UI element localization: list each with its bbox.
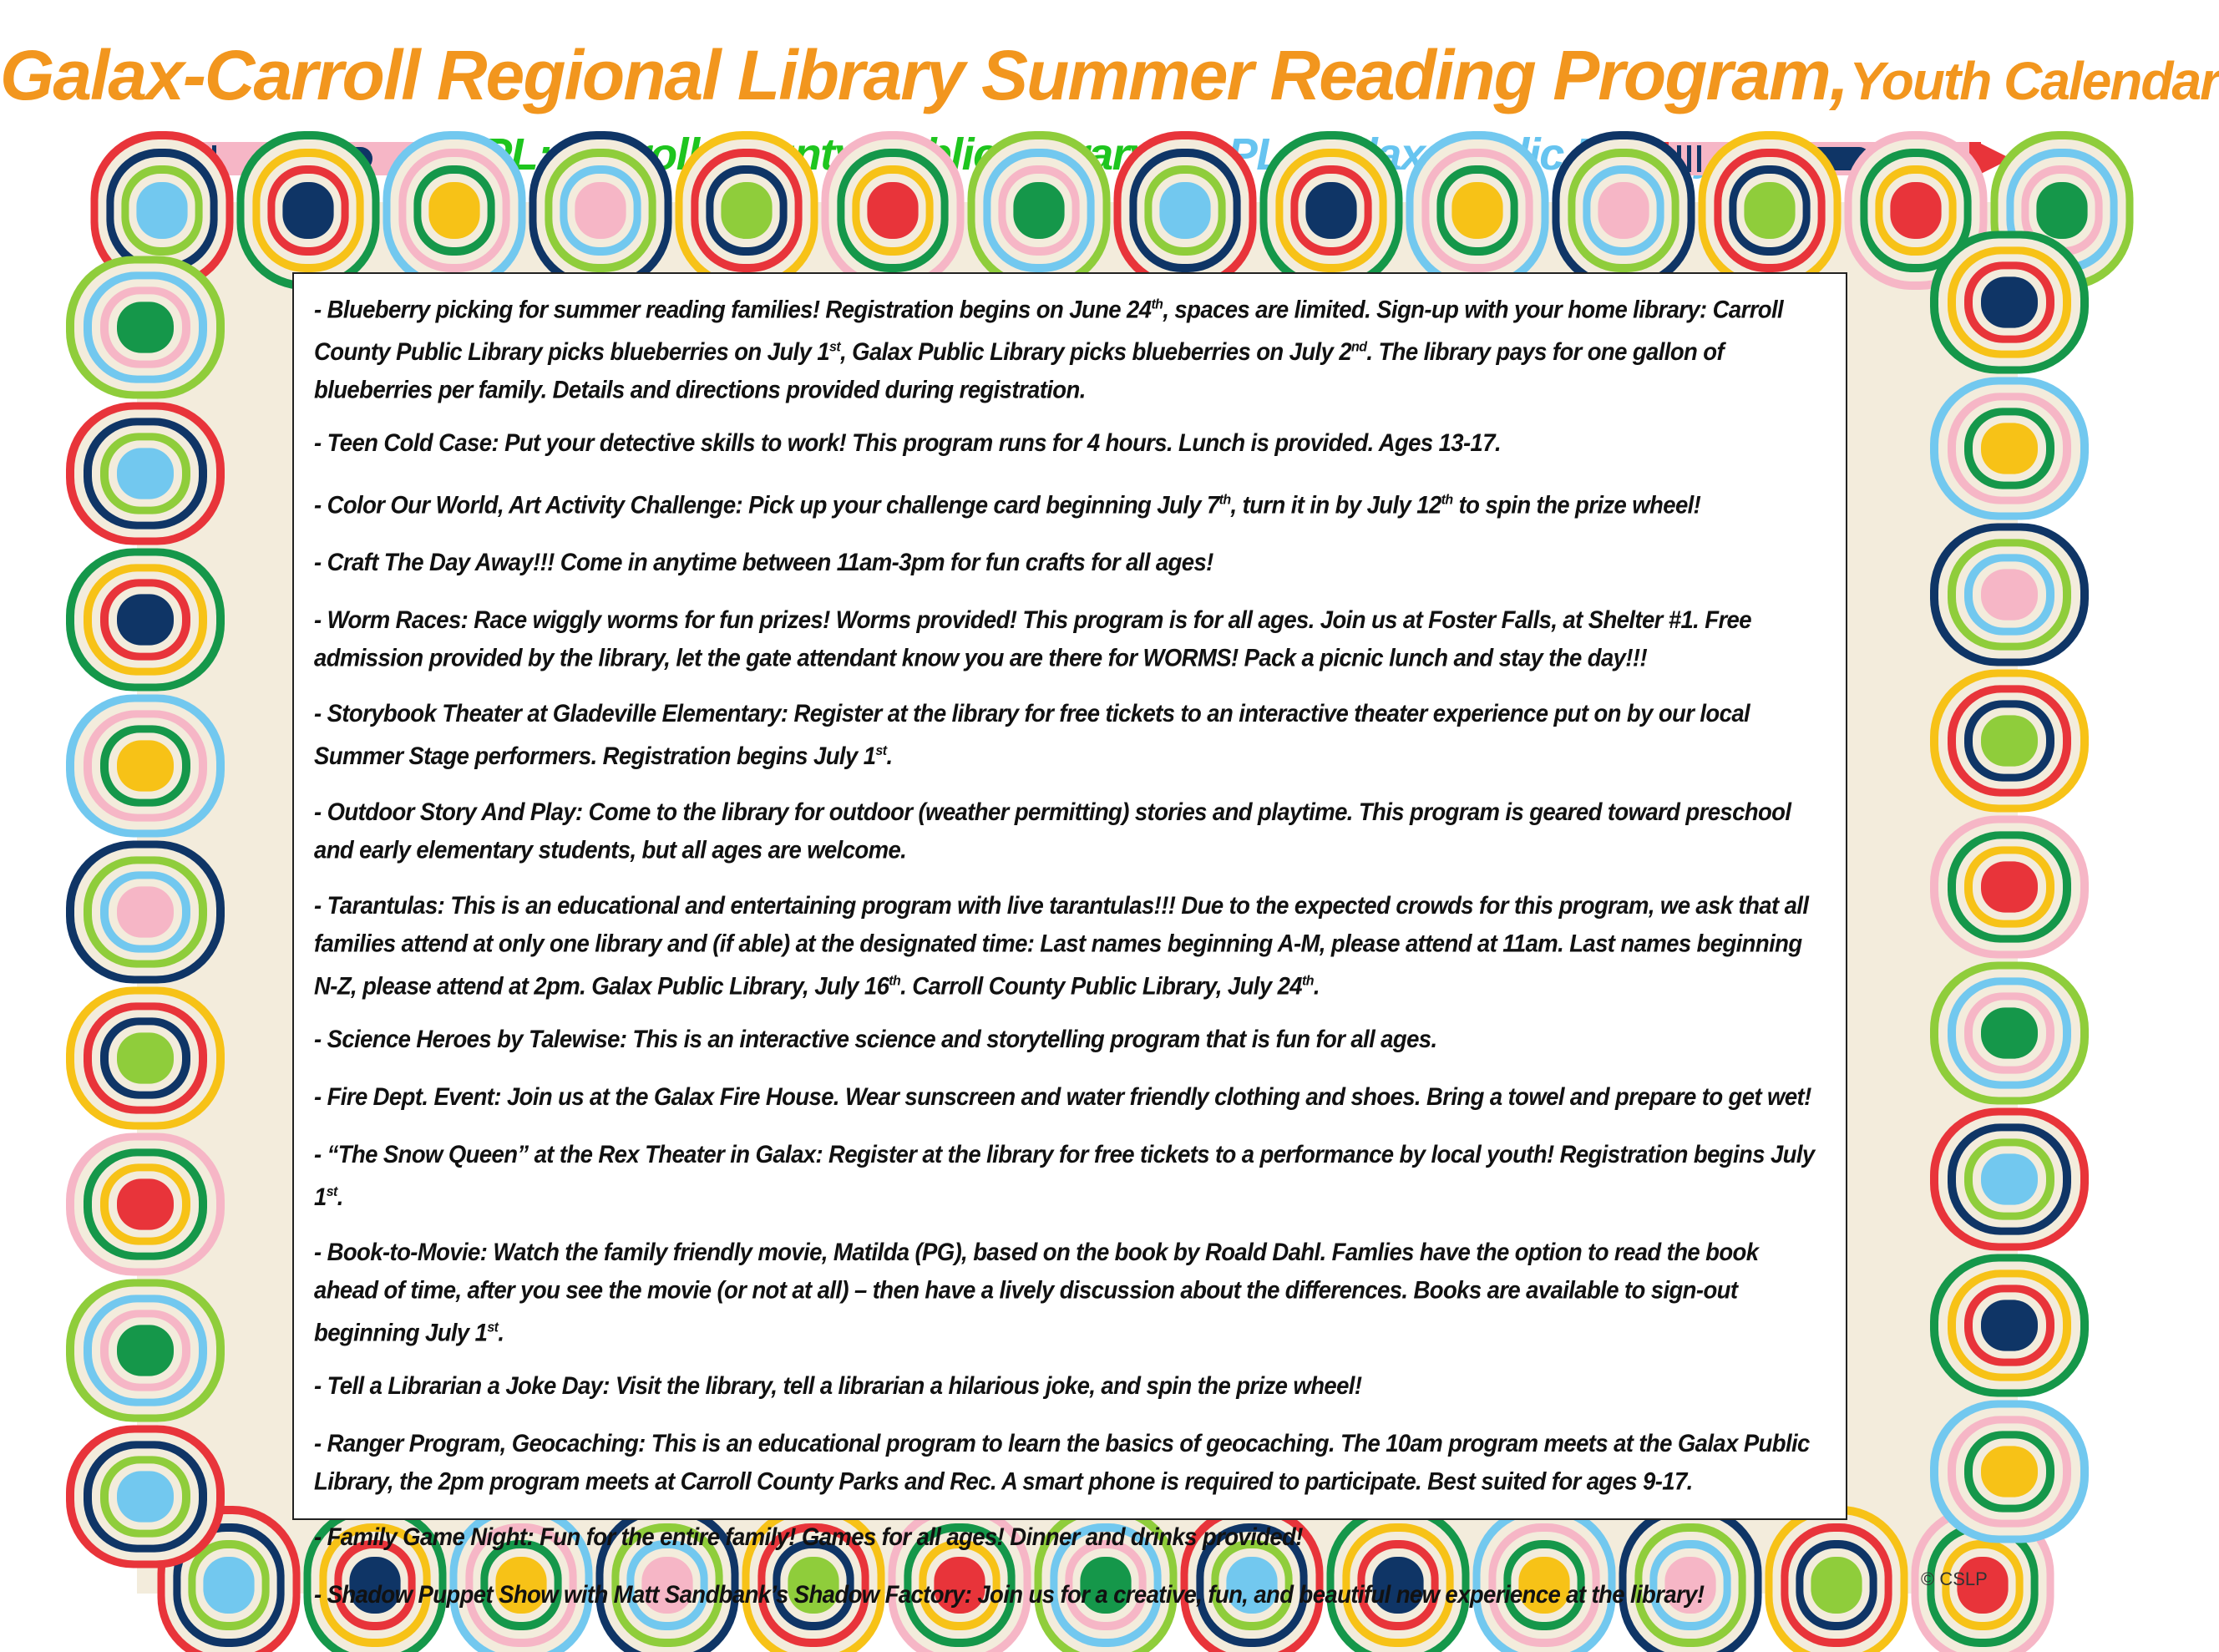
program-item: - Tell a Librarian a Joke Day: Visit the library, tell a librarian a hilarious joke, and spin the prize wheel! [314, 1371, 1362, 1400]
program-item: - Craft The Day Away!!! Come in anytime between 11am-3pm for fun crafts for all ages! [314, 548, 1213, 576]
page-title [0, 35, 2219, 116]
program-item: - Worm Races: Race wiggly worms for fun prizes! Worms provided! This program is for all ages. Join us at Foster Falls, at Shelter #1. Free admission provided by the library, let the gate attendant know you are there for WORMS! Pack a picnic lunch and stay the day!!! [314, 606, 1751, 672]
program-item: - “The Snow Queen” at the Rex Theater in Galax: Register at the library for free tickets to a performance by local youth! Registration begins July 1st. [314, 1140, 1815, 1211]
title-main: Galax-Carroll Regional Library Summer Reading Program, [0, 36, 1847, 114]
program-item: - Ranger Program, Geocaching: This is an educational program to learn the basics of geocaching. The 10am program meets at the Galax Public Library, the 2pm program meets at Carroll County Parks and Rec. A smart phone is required to participate. Best suited for ages 9-17. [314, 1429, 1810, 1495]
copyright-credit: © CSLP [1921, 1568, 1988, 1589]
program-item: - Science Heroes by Talewise: This is an interactive science and storytelling program that is fun for all ages. [314, 1025, 1437, 1053]
program-item: - Family Game Night: Fun for the entire family! Games for all ages! Dinner and drinks provided! [314, 1523, 1303, 1551]
program-item: - Shadow Puppet Show with Matt Sandbank’s Shadow Factory: Join us for a creative, fun, and beautiful new experience at the library! [314, 1580, 1705, 1609]
program-item: - Color Our World, Art Activity Challenge: Pick up your challenge card beginning July 7th, turn it in by July 12th to spin the prize wheel! [314, 491, 1701, 519]
program-list [292, 272, 1847, 1609]
program-item: - Outdoor Story And Play: Come to the library for outdoor (weather permitting) stories and playtime. This program is geared toward preschool and early elementary students, but all ages are welcome. [314, 797, 1791, 864]
program-item: - Book-to-Movie: Watch the family friendly movie, Matilda (PG), based on the book by Roald Dahl. Famlies have the option to read the book ahead of time, after you see the movie (or not at all) – then have a lively discussion about the differences. Books are available to sign-out beginning July 1st. [314, 1238, 1759, 1346]
title-sub: Youth Calendar [1849, 51, 2219, 111]
program-item: - Storybook Theater at Gladeville Elementary: Register at the library for free tickets to an interactive theater experience put on by our local Summer Stage performers. Registration begins July 1st. [314, 699, 1750, 770]
gpl-label: GPL: [1193, 129, 1297, 180]
program-item: - Fire Dept. Event: Join us at the Galax Fire House. Wear sunscreen and water friendly clothing and shoes. Bring a towel and prepare to get wet! [314, 1082, 1811, 1111]
program-item: - Tarantulas: This is an educational and entertaining program with live tarantulas!!! Due to the expected crowds for this program, we ask that all families attend at only one library and (if able) at the designated time: Last names beginning A-M, please attend at 11am. Last names beginning N-Z, please attend at 2pm. Galax Public Library, July 16th. Carroll County Public Library, July 24th. [314, 890, 1809, 1000]
program-item: - Blueberry picking for summer reading families! Registration begins on June 24th, spaces are limited. Sign-up with your home library: Carroll County Public Library picks blueberries on July 1st, Galax Public Library picks blueberries on July 2nd. The library pays for one gallon of blueberries per family. Details and directions provided during registration. [314, 295, 1784, 404]
program-item: - Teen Cold Case: Put your detective skills to work! This program runs for 4 hours. Lunch is provided. Ages 13-17. [314, 428, 1501, 457]
